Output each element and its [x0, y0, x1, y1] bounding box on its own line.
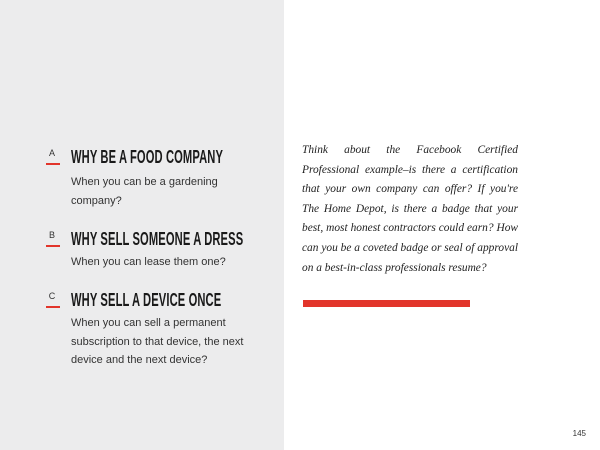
letter-underline [46, 245, 60, 247]
item-letter: A [48, 148, 55, 158]
accent-bar [303, 300, 470, 307]
page-number: 145 [572, 429, 586, 438]
letter-underline [46, 306, 60, 308]
item-body: When you can lease them one? [71, 256, 226, 268]
item-heading: WHY SELL A DEVICE ONCE [71, 290, 222, 310]
left-panel [0, 0, 284, 450]
quote-text: Think about the Facebook Certified Professional example–is there a certification that your own company can offer? If you're The Home Depot, is there a badge that your best, most honest contractors could earn? How can you be a coveted badge or seal of approval on a best-in-class professionals resume? [302, 144, 518, 274]
item-body: When you can be a gardening company? [71, 176, 218, 207]
item-letter: C [48, 291, 56, 301]
item-heading: WHY SELL SOMEONE A DRESS [71, 229, 244, 249]
letter-underline [46, 163, 60, 165]
item-body: When you can sell a permanent subscription to that device, the next device and the next device? [71, 317, 244, 366]
item-heading: WHY BE A FOOD COMPANY [71, 147, 224, 167]
item-letter: B [48, 230, 55, 240]
